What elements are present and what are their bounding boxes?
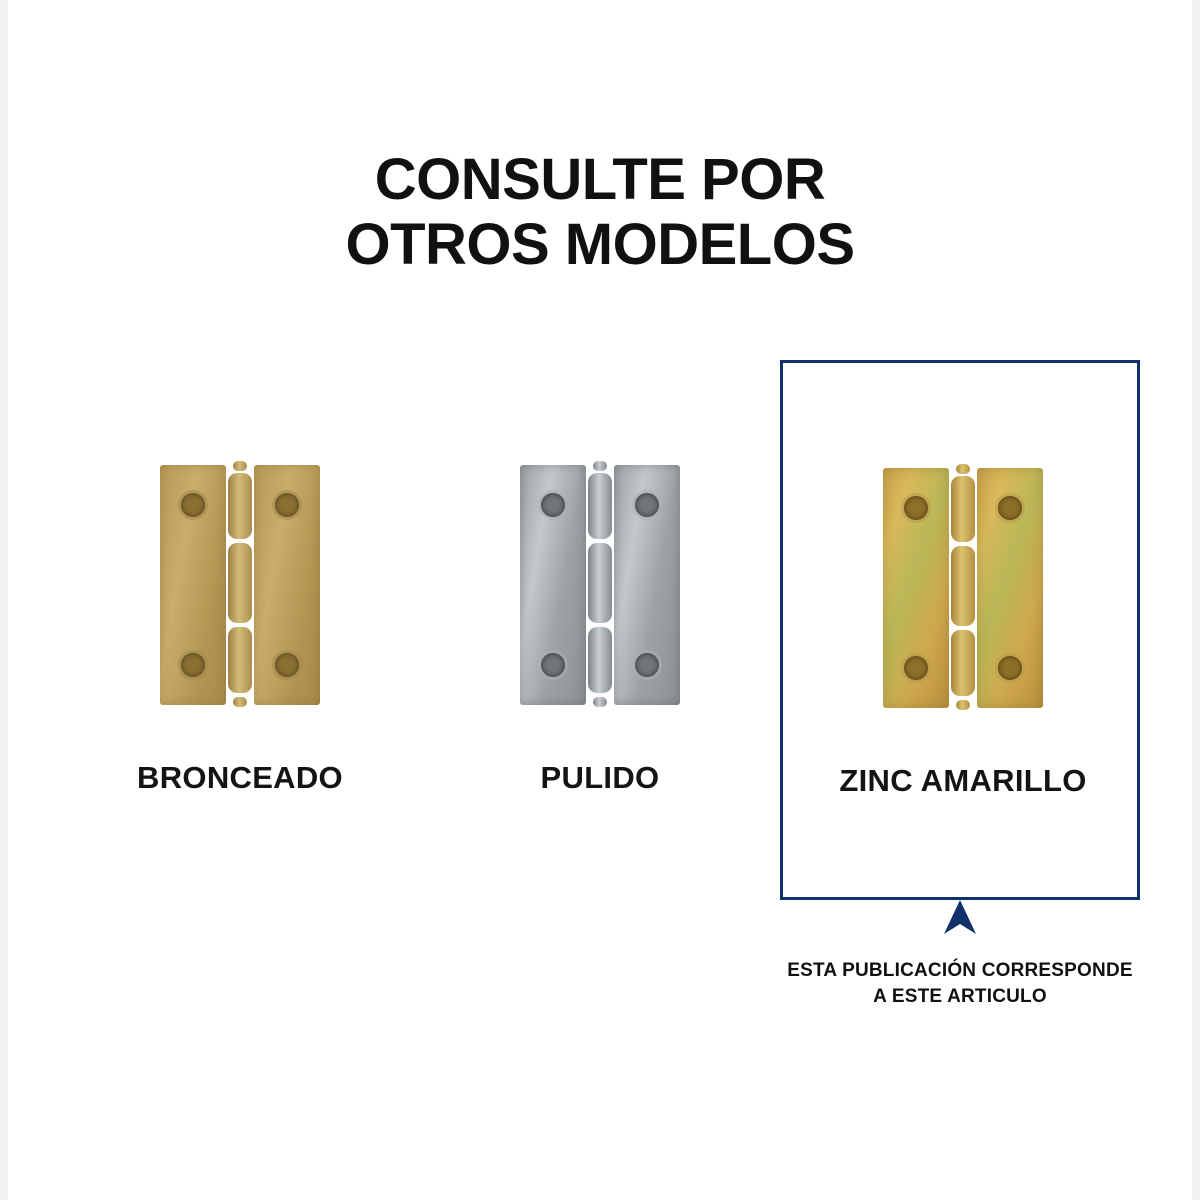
- selection-note: [780, 958, 1140, 1009]
- screw-hole: [904, 656, 928, 680]
- product-label-pulido: PULIDO: [540, 760, 660, 795]
- selection-note-line-1: ESTA PUBLICACIÓN CORRESPONDE: [787, 960, 1133, 981]
- screw-hole: [541, 653, 565, 677]
- headline-line-1: CONSULTE POR: [374, 147, 826, 212]
- hinge-image-zinc-amarillo: [783, 453, 1143, 723]
- screw-hole: [904, 496, 928, 520]
- up-arrow-icon: [942, 900, 978, 946]
- selection-callout: [780, 900, 1140, 1009]
- product-card-bronceado[interactable]: [60, 360, 420, 900]
- hinge-icon: [883, 468, 1043, 708]
- hinge-knuckle-column: [224, 461, 256, 709]
- screw-hole: [181, 493, 205, 517]
- product-variant-grid: [60, 360, 1140, 900]
- hinge-knuckle: [951, 546, 975, 626]
- screw-hole: [275, 493, 299, 517]
- hinge-knuckle: [228, 627, 252, 693]
- screw-hole: [635, 493, 659, 517]
- hinge-icon: [520, 465, 680, 705]
- hinge-icon: [160, 465, 320, 705]
- hinge-knuckle-column: [584, 461, 616, 709]
- hinge-knuckle: [588, 627, 612, 693]
- hinge-pin-tip: [956, 700, 970, 710]
- hinge-knuckle: [588, 473, 612, 539]
- hinge-image-pulido: [420, 450, 780, 720]
- headline-line-2: OTROS MODELOS: [345, 211, 855, 277]
- hinge-knuckle: [228, 543, 252, 623]
- screw-hole: [998, 656, 1022, 680]
- hinge-pin-tip: [956, 464, 970, 474]
- hinge-pin-tip: [233, 461, 247, 471]
- product-card-pulido[interactable]: [420, 360, 780, 900]
- screw-hole: [181, 653, 205, 677]
- selection-note-line-2: A ESTE ARTICULO: [873, 985, 1047, 1007]
- hinge-pin-tip: [593, 697, 607, 707]
- hinge-knuckle: [588, 543, 612, 623]
- screw-hole: [635, 653, 659, 677]
- screw-hole: [275, 653, 299, 677]
- hinge-pin-tip: [233, 697, 247, 707]
- hinge-pin-tip: [593, 461, 607, 471]
- hinge-knuckle: [228, 473, 252, 539]
- hinge-image-bronceado: [60, 450, 420, 720]
- hinge-knuckle: [951, 476, 975, 542]
- product-card-zinc-amarillo[interactable]: [780, 360, 1140, 900]
- product-label-bronceado: BRONCEADO: [137, 760, 343, 795]
- hinge-knuckle: [951, 630, 975, 696]
- hinge-knuckle-column: [947, 464, 979, 712]
- product-label-zinc-amarillo: ZINC AMARILLO: [839, 763, 1087, 798]
- screw-hole: [541, 493, 565, 517]
- page-title: [0, 148, 1200, 278]
- screw-hole: [998, 496, 1022, 520]
